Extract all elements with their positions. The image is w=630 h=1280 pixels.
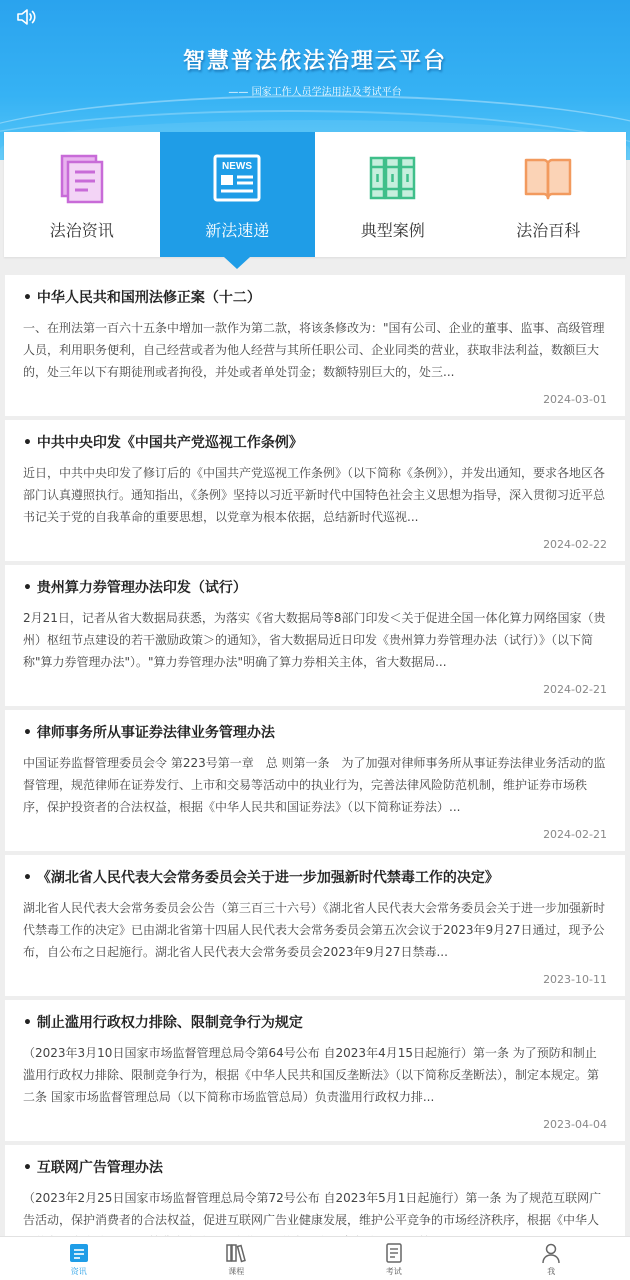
category-nav [4,132,626,257]
binders-icon [367,152,419,204]
tab-label: 我 [547,1267,556,1276]
nav-item-legal-encyclopedia[interactable] [471,132,627,257]
article-title: • 互联网广告管理办法 [23,1160,163,1176]
article-summary: 一、在刑法第一百六十五条中增加一款作为第二款，将该条修改为："国有公司、企业的董事、监事、高级管理人员，利用职务便利，自己经营或者为他人经营与其所任职公司、企业同类的营业，获取非法利益，数额巨大的，处三年以下有期徒刑或者拘役，并处或者单处罚金；数额特别巨大的，处三... [23,321,605,379]
document-icon [56,152,108,204]
tab-me[interactable] [473,1237,630,1280]
person-tab-icon [540,1242,562,1264]
exam-tab-icon [383,1242,405,1264]
nav-item-label: 典型案例 [360,221,425,240]
article-title: • 中共中央印发《中国共产党巡视工作条例》 [23,435,303,451]
tab-label: 资讯 [70,1267,87,1276]
article-summary: 中国证券监督管理委员会令 第223号第一章 总 则第一条 为了加强对律师事务所从事证券法律业务活动的监督管理，规范律师在证券发行、上市和交易等活动中的执业行为，完善法律风险防范机制，维护证券市场秩序，保护投资者的合法权益，根据《中华人民共和国证券法》（以下简称证券法）... [23,756,606,814]
article-date: 2024-02-22 [543,538,607,551]
tab-label: 考试 [385,1267,402,1276]
article-card[interactable] [5,565,625,706]
article-summary: 2月21日，记者从省大数据局获悉，为落实《省大数据局等8部门印发＜关于促进全国一体化算力网络国家（贵州）枢纽节点建设的若干激励政策＞的通知》，省大数据局近日印发《贵州算力券管理办法（试行）》（以下简称"算力券管理办法"）。"算力券管理办法"明确了算力券相关主体，省大数据局... [23,611,606,669]
tab-courses[interactable] [158,1237,316,1280]
page-subtitle: —— 国家工作人员学法用法及考试平台 [228,87,402,98]
article-title: • 律师事务所从事证券法律业务管理办法 [23,725,275,741]
article-summary: （2023年3月10日国家市场监督管理总局令第64号公布 自2023年4月15日起施行）第一条 为了预防和制止滥用行政权力排除、限制竞争行为，根据《中华人民共和国反垄断法》（以下简称反垄断法），制定本规定。第二条 国家市场监督管理总局（以下简称市场监管总局）负责滥用行政权力排... [23,1046,600,1104]
article-card[interactable] [5,855,625,996]
article-title: • 制止滥用行政权力排除、限制竞争行为规定 [23,1015,303,1031]
article-list [5,275,625,1280]
newspaper-icon [211,152,263,204]
svg-text:NEWS: NEWS [222,161,253,172]
open-book-icon [522,152,574,204]
tab-label: 课程 [228,1267,245,1276]
article-summary: 近日，中共中央印发了修订后的《中国共产党巡视工作条例》（以下简称《条例》），并发出通知，要求各地区各部门认真遵照执行。通知指出，《条例》坚持以习近平新时代中国特色社会主义思想为指导，深入贯彻习近平总书记关于党的自我革命的重要思想，以党章为根本依据，总结新时代巡视... [23,466,606,524]
tab-exam[interactable] [315,1237,473,1280]
article-title: • 《湖北省人民代表大会常务委员会关于进一步加强新时代禁毒工作的决定》 [23,870,499,886]
tab-news[interactable] [0,1237,158,1280]
news-tab-icon [68,1242,90,1264]
article-title: • 贵州算力券管理办法印发（试行） [23,580,247,596]
nav-item-legal-news[interactable] [4,132,160,257]
article-date: 2024-02-21 [543,683,607,696]
page-title: 智慧普法依法治理云平台 [182,49,447,74]
article-card[interactable] [5,420,625,561]
article-date: 2024-03-01 [543,393,607,406]
bottom-tab-bar [0,1236,630,1280]
speaker-icon[interactable] [16,8,38,26]
article-card[interactable] [5,275,625,416]
article-date: 2024-02-21 [543,828,607,841]
nav-item-label: 新法速递 [205,221,270,240]
article-date: 2023-10-11 [543,973,607,986]
nav-item-label: 法治百科 [516,221,581,240]
nav-item-typical-cases[interactable] [315,132,471,257]
article-date: 2023-04-04 [543,1118,607,1131]
books-tab-icon [225,1242,247,1264]
nav-item-new-laws[interactable] [160,132,316,257]
article-summary: （2023年2月25日国家市场监督管理总局令第72号公布 自2023年5月1日起施行）第一条 为了规范互联网广告活动，保护消费者的合法权益，促进互联网广告业健康发展，维护公平竞争的市场经济秩序，根据《中华人 [23,1191,602,1227]
article-summary: 湖北省人民代表大会常务委员会公告（第三百三十六号）《湖北省人民代表大会常务委员会关于进一步加强新时代禁毒工作的决定》已由湖北省第十四届人民代表大会常务委员会第五次会议于2023年9月27日通过，现予公布，自公布之日起施行。湖北省人民代表大会常务委员会2023年9月27日禁毒... [23,901,606,959]
nav-item-label: 法治资讯 [49,221,114,240]
article-title: • 中华人民共和国刑法修正案（十二） [23,290,261,306]
article-card[interactable] [5,1000,625,1141]
article-card[interactable] [5,710,625,851]
